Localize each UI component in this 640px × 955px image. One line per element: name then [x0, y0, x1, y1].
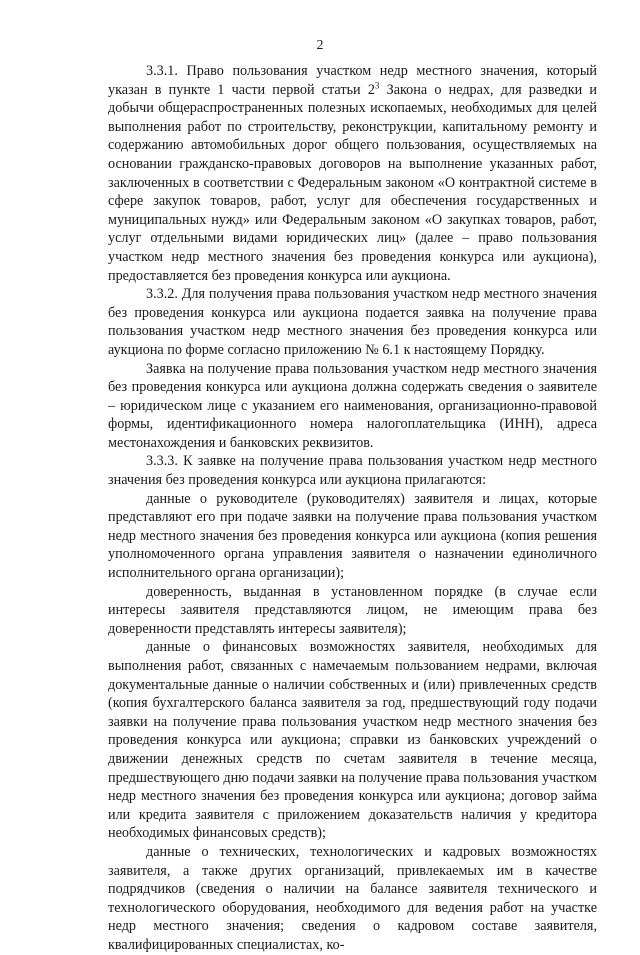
- paragraph-3-3-1-text-continued: Закона о недрах, для разведки и добычи общераспространенных полезных ископаемых, необходимых для целей выполнения работ по строительству, реконструкции, капитальному ремонту и содержанию автомобильных дорог общего пользования, осуществляемых на основании гражданско-правовых договоров на выполнение указанных работ, заключенных в соответствии с Федеральным законом «О контрактной системе в сфере закупок товаров, работ, услуг для обеспечения государственных и муниципальных нужд» или Федеральным законом «О закупках товаров, работ, услуг отдельными видами юридических лиц» (далее – право пользования участком недр местного значения без проведения конкурса или аукциона), предоставляется без проведения конкурса или аукциона.: [108, 81, 598, 284]
- paragraph-financial-data: данные о финансовых возможностях заявителя, необходимых для выполнения работ, связанных с намечаемым пользованием недрами, включая документальные данные о наличии собственных и (или) привлеченных средств (копия бухгалтерского баланса заявителя за год, предшествующий году подачи заявки на получение права пользования участком недр местного значения без проведения конкурса или аукциона; справки из банковских учреждений о движении денежных средств по счетам заявителя в течение месяца, предшествующего дню подачи заявки на получение права пользования участком недр местного значения без проведения конкурса или аукциона; договор займа или кредита заявителя с приложением доказательств наличия у кредитора необходимых финансовых средств);: [108, 639, 597, 842]
- paragraph-technical-data: данные о технических, технологических и кадровых возможностях заявителя, а также других организаций, привлекаемых им в качестве подрядчиков (сведения о наличии на балансе заявителя технического и технологического оборудования, необходимого для ведения работ на участке недр местного значения; сведения о кадровом составе заявителя, квалифицированных специалистах, ко-: [108, 843, 597, 953]
- superscript-article-number: 3: [374, 79, 380, 90]
- document-body: [108, 62, 597, 955]
- paragraph-power-of-attorney: доверенность, выданная в установленном порядке (в случае если интересы заявителя представляются лицом, не имеющим права без доверенности представлять интересы заявителя);: [108, 583, 597, 637]
- paragraph-managers-data: данные о руководителе (руководителях) заявителя и лицах, которые представляют его при подаче заявки на получение права пользования участком недр местного значения без проведения конкурса или аукциона (копия решения уполномоченного органа управления заявителя о назначении единоличного исполнительного органа организации);: [108, 490, 597, 582]
- paragraph-3-3-1: [108, 62, 597, 285]
- page-number: 2: [316, 38, 324, 53]
- paragraph-3-3-1-text: 3.3.1. Право пользования участком недр местного значения, который указан в пункте 1 части первой статьи 2: [108, 63, 597, 98]
- paragraph-3-3-2: 3.3.2. Для получения права пользования участком недр местного значения без проведения конкурса или аукциона подается заявка на получение права пользования участком недр местного значения без проведения конкурса или аукциона по форме согласно приложению № 6.1 к настоящему Порядку.: [108, 286, 597, 358]
- paragraph-3-3-3: 3.3.3. К заявке на получение права пользования участком недр местного значения без проведения конкурса или аукциона прилагаются:: [108, 453, 597, 489]
- paragraph-application-content: Заявка на получение права пользования участком недр местного значения без проведения конкурса или аукциона должна содержать сведения о заявителе – юридическом лице с указанием его наименования, организационно-правовой формы, идентификационного номера налогоплательщика (ИНН), адреса местонахождения и банковских реквизитов.: [108, 360, 597, 451]
